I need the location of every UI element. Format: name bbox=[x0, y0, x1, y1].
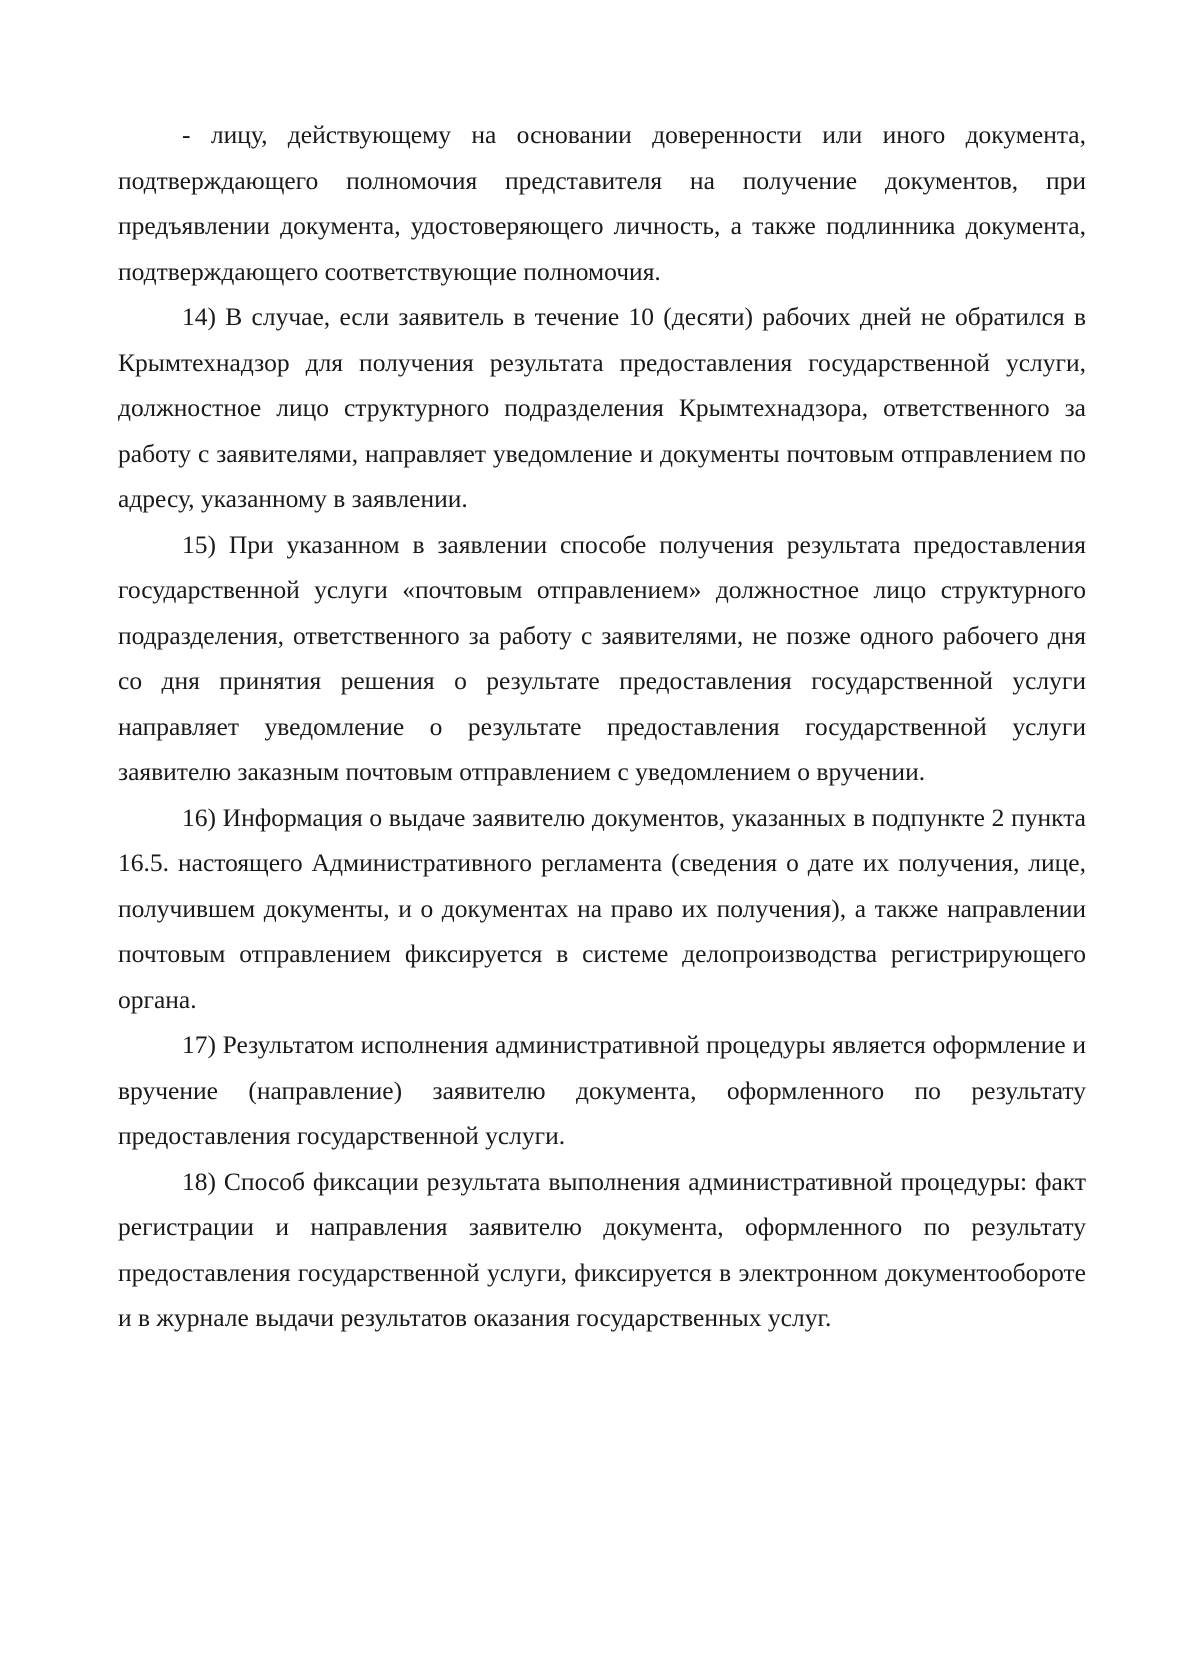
paragraph-14: 14) В случае, если заявитель в течение 10 (десяти) рабочих дней не обратился в Крымтехнадзор для получения результата предоставления государственной услуги, должностное лицо структурного подразделения Крымтехнадзора, ответственного за работу с заявителями, направляет уведомление и документы почтовым отправлением по адресу, указанному в заявлении. bbox=[118, 302, 1086, 513]
paragraph-representative: - лицу, действующему на основании доверенности или иного документа, подтверждающего полномочия представителя на получение документов, при предъявлении документа, удостоверяющего личность, а также подлинника документа, подтверждающего соответствующие полномочия. bbox=[118, 120, 1086, 286]
paragraph-17: 17) Результатом исполнения административной процедуры является оформление и вручение (направление) заявителю документа, оформленного по результату предоставления государственной услуги. bbox=[118, 1030, 1086, 1150]
paragraph-15: 15) При указанном в заявлении способе получения результата предоставления государственной услуги «почтовым отправлением» должностное лицо структурного подразделения, ответственного за работу с заявителями, не позже одного рабочего дня со дня принятия решения о результате предоставления государственной услуги направляет уведомление о результате предоставления государственной услуги заявителю заказным почтовым отправлением с уведомлением о вручении. bbox=[118, 529, 1086, 786]
document-body bbox=[118, 112, 1086, 1341]
paragraph-18: 18) Способ фиксации результата выполнения административной процедуры: факт регистрации и направления заявителю документа, оформленного по результату предоставления государственной услуги, фиксируется в электронном документообороте и в журнале выдачи результатов оказания государственных услуг. bbox=[118, 1166, 1086, 1332]
paragraph-16: 16) Информация о выдаче заявителю документов, указанных в подпункте 2 пункта 16.5. настоящего Административного регламента (сведения о дате их получения, лице, получившем документы, и о документах на право их получения), а также направлении почтовым отправлением фиксируется в системе делопроизводства регистрирующего органа. bbox=[118, 802, 1086, 1014]
